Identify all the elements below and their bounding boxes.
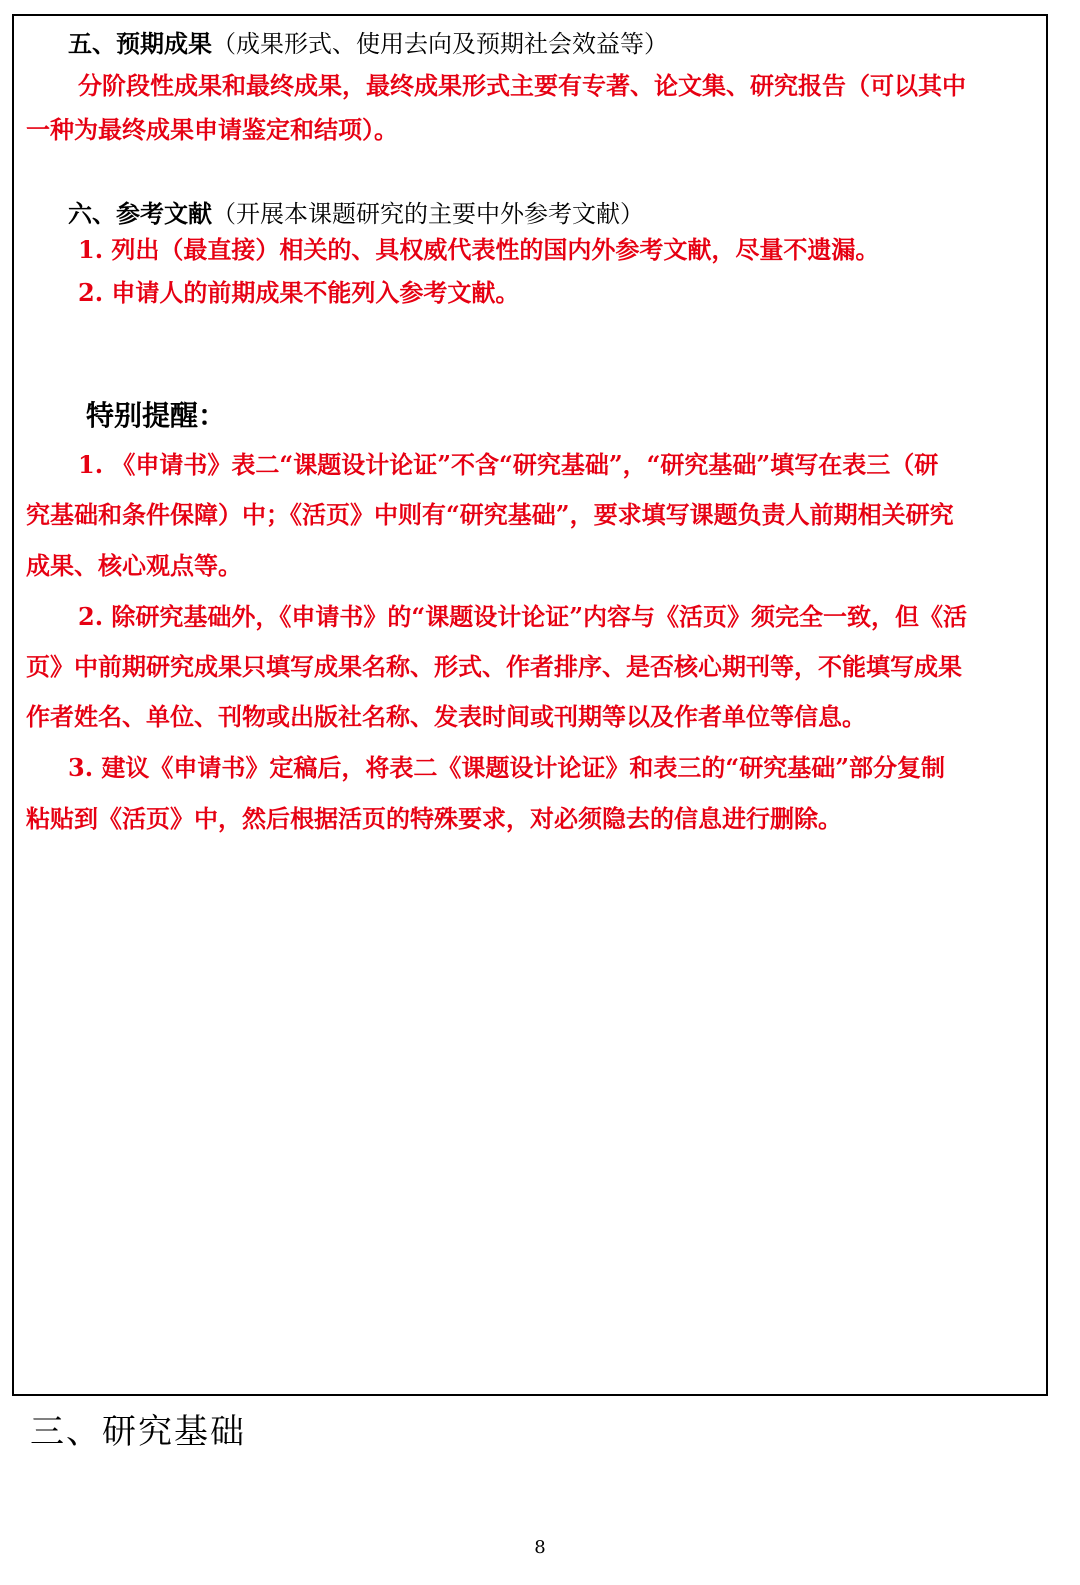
reminder-item-2-line-1: 2. 除研究基础外，《申请书》的“课题设计论证”内容与《活页》须完全一致，但《活 [78,602,968,631]
reminder-item-1-line-1: 1. 《申请书》表二“课题设计论证”不含“研究基础”，“研究基础”填写在表三（研 [78,450,939,479]
page-number: 8 [534,1537,546,1558]
section5-body-line1: 分阶段性成果和最终成果，最终成果形式主要有专著、论文集、研究报告（可以其中 [78,71,966,100]
reminder-item-1-line-3: 成果、核心观点等。 [26,551,242,580]
reminder-item-3-line-1: 3. 建议《申请书》定稿后，将表二《课题设计论证》和表三的“研究基础”部分复制 [68,753,946,782]
section5-subheading: （成果形式、使用去向及预期社会效益等） [212,30,668,58]
section6-subheading: （开展本课题研究的主要中外参考文献） [212,200,644,228]
research-basis-section-title: 三、研究基础 [30,1412,246,1452]
reminder-item-2-line-2: 页》中前期研究成果只填写成果名称、形式、作者排序、是否核心期刊等，不能填写成果 [26,652,962,681]
section6-heading: 六、参考文献 [68,199,212,228]
section5-heading: 五、预期成果 [68,29,212,58]
section5-body-line2: 一种为最终成果申请鉴定和结项）。 [26,115,398,144]
section5-heading-line [68,28,668,60]
reminder-title: 特别提醒： [86,399,227,432]
section6-item-2: 2. 申请人的前期成果不能列入参考文献。 [78,278,520,307]
reminder-item-1-line-2: 究基础和条件保障）中；《活页》中则有“研究基础”，要求填写课题负责人前期相关研究 [26,500,954,529]
section6-item-1: 1. 列出（最直接）相关的、具权威代表性的国内外参考文献，尽量不遗漏。 [78,235,880,264]
reminder-item-2-line-3: 作者姓名、单位、刊物或出版社名称、发表时间或刊期等以及作者单位等信息。 [26,702,866,731]
reminder-item-3-line-2: 粘贴到《活页》中，然后根据活页的特殊要求，对必须隐去的信息进行删除。 [26,804,842,833]
section6-heading-line [68,198,644,230]
